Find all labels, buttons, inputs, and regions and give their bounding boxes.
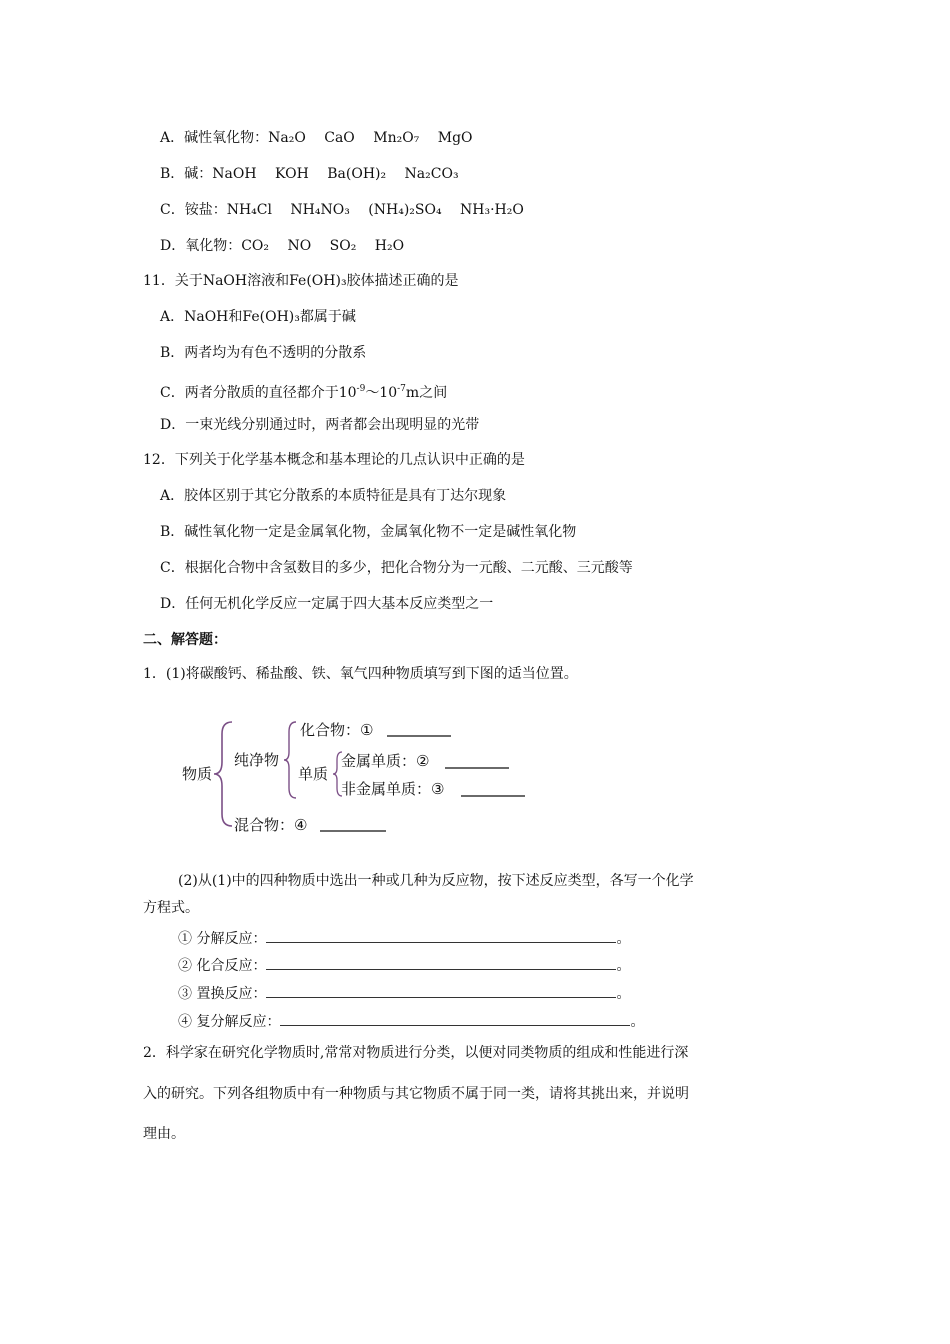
q12-option-b: B．碱性氧化物一定是金属氧化物，金属氧化物不一定是碱性氧化物 <box>160 524 577 540</box>
q11-option-c <box>160 379 447 403</box>
q12-option-d: D．任何无机化学反应一定属于四大基本反应类型之一 <box>160 596 494 612</box>
diagram-mixture-label: 混合物：④ <box>234 816 308 834</box>
q11-option-a: A．NaOH和Fe(OH)₃都属于碱 <box>160 309 356 325</box>
q10-option-a: A．碱性氧化物：Na₂O CaO Mn₂O₇ MgO <box>160 130 473 146</box>
reaction-end-1: 。 <box>616 931 631 947</box>
diagram-root-label: 物质 <box>182 765 213 783</box>
reaction-blank-3[interactable] <box>266 983 616 998</box>
q12-stem: 12．下列关于化学基本概念和基本理论的几点认识中正确的是 <box>143 452 525 468</box>
reaction-row-4 <box>178 1011 644 1032</box>
reaction-end-4: 。 <box>630 1014 645 1030</box>
reaction-row-3 <box>178 983 630 1004</box>
reaction-blank-2[interactable] <box>266 955 616 970</box>
q11-option-d: D．一束光线分别通过时，两者都会出现明显的光带 <box>160 417 480 433</box>
q12-option-a: A．胶体区别于其它分散系的本质特征是具有丁达尔现象 <box>160 488 507 504</box>
brace-pure <box>284 722 296 798</box>
section-heading: 二、解答题： <box>143 632 227 648</box>
diagram-metal-label: 金属单质：② <box>341 752 430 770</box>
p1-stem: 1．(1)将碳酸钙、稀盐酸、铁、氧气四种物质填写到下图的适当位置。 <box>143 666 578 682</box>
reaction-row-1 <box>178 928 630 949</box>
q11-option-b: B．两者均为有色不透明的分散系 <box>160 345 367 361</box>
q11-stem: 11．关于NaOH溶液和Fe(OH)₃胶体描述正确的是 <box>143 273 459 289</box>
reaction-end-2: 。 <box>616 958 631 974</box>
p1-part2-line1: (2)从(1)中的四种物质中选出一种或几种为反应物，按下述反应类型，各写一个化学 <box>178 873 694 889</box>
q11-c-sup2: -7 <box>397 384 406 394</box>
diagram-element-label: 单质 <box>298 765 329 783</box>
q11-c-sup1: -9 <box>356 384 366 394</box>
reaction-blank-4[interactable] <box>280 1011 630 1026</box>
q11-c-pre: C．两者分散质的直径都介于10 <box>160 385 357 401</box>
q10-option-c: C．铵盐：NH₄Cl NH₄NO₃ (NH₄)₂SO₄ NH₃·H₂O <box>160 202 524 218</box>
q10-option-b: B．碱：NaOH KOH Ba(OH)₂ Na₂CO₃ <box>160 166 459 182</box>
reaction-label-4: ④ 复分解反应： <box>178 1014 281 1030</box>
reaction-end-3: 。 <box>616 986 631 1002</box>
q12-option-c: C．根据化合物中含氢数目的多少，把化合物分为一元酸、二元酸、三元酸等 <box>160 560 633 576</box>
p2-line2: 入的研究。下列各组物质中有一种物质与其它物质不属于同一类，请将其挑出来，并说明 <box>143 1086 689 1102</box>
reaction-row-2 <box>178 955 630 976</box>
q11-c-post: m之间 <box>405 385 448 401</box>
brace-root <box>214 722 232 826</box>
q10-option-d: D．氧化物：CO₂ NO SO₂ H₂O <box>160 238 405 254</box>
p1-part2-line2: 方程式。 <box>143 900 199 916</box>
p2-line3: 理由。 <box>143 1126 185 1142</box>
p2-line1: 2．科学家在研究化学物质时,常常对物质进行分类，以便对同类物质的组成和性能进行深 <box>143 1045 689 1061</box>
reaction-label-3: ③ 置换反应： <box>178 986 267 1002</box>
reaction-label-2: ② 化合反应： <box>178 958 267 974</box>
diagram-compound-label: 化合物：① <box>300 721 374 739</box>
reaction-label-1: ① 分解反应： <box>178 931 267 947</box>
q11-c-mid: ～10 <box>365 385 398 401</box>
diagram-pure-label: 纯净物 <box>234 751 280 769</box>
diagram-nonmetal-label: 非金属单质：③ <box>341 780 445 798</box>
reaction-blank-1[interactable] <box>266 928 616 943</box>
